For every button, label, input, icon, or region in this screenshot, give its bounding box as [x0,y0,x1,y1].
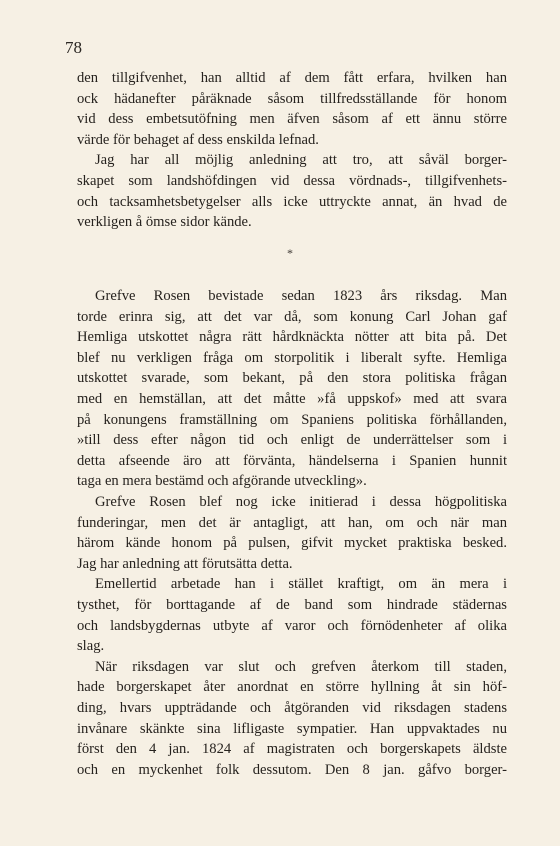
text-line: Grefve Rosen blef nog icke initierad i dessa högpolitiska [95,494,507,510]
text-line: och landsbygdernas utbyte af varor och förnödenheter af olika [77,617,507,634]
text-line: Grefve Rosen bevistade sedan 1823 års riksdag. Man [95,288,507,304]
text-line: hade borgerskapet åter anordnat en större hyllning åt sin höf- [77,679,507,696]
text-line: Jag har all möjlig anledning att tro, att såväl borger- [95,152,507,169]
page-number: 78 [65,38,82,57]
text-line: tysthet, för borttagande af de band som hindrade städernas [77,597,507,613]
text-line: den tillgifvenhet, han alltid af dem fått erfara, hvilken han [77,70,507,86]
text-line: utskottet svarade, som bekant, på den stora politiska frågan [77,370,507,387]
text-line: Hemliga utskottet några rätt hårdknäckta nötter att bita på. Det [77,329,507,346]
text-line: och tacksamhetsbetygelser alls icke uttryckte annat, än hvad de [77,193,507,210]
text-line: ock hädanefter påräknade såsom tillfredsställande för honom [77,90,507,107]
text-line: verkligen å ömse sidor kände. [77,214,252,231]
text-line: på konungens framställning om Spaniens politiska förhållanden, [77,411,507,428]
text-line: detta afseende äro att förvänta, händelserna i Spanien hunnit [77,452,507,469]
text-line: torde erinra sig, att det var då, som konung Carl Johan gaf [77,308,507,325]
text-line: med en hemställan, att det måtte »få uppskof» med att svara [77,391,507,407]
text-line: och en myckenhet folk dessutom. Den 8 jan. gåfvo borger- [77,761,507,778]
text-line: »till dess efter någon tid och enligt de underrättelser som i [77,432,507,449]
text-line: värde för behaget af dess enskilda lefnad. [77,131,319,148]
text-line: slag. [77,638,105,655]
text-line: ding, hvars uppträdande och åtgöranden vid riksdagen stadens [77,700,507,716]
text-line: härom kände honom på pulsen, gifvit mycket praktiska besked. [77,535,507,552]
text-line: först den 4 jan. 1824 af magistraten och borgerskapets äldste [77,741,507,758]
text-line: vid dess embetsutöfning men äfven såsom af ett ännu större [77,111,507,128]
text-line: invånare skänkte sina lifligaste sympatier. Han uppvaktades nu [77,720,507,737]
text-line: Jag har anledning att förutsätta detta. [77,555,293,572]
text-line: skapet som landshöfdingen vid dessa vördnads-, tillgifvenhets- [77,173,507,189]
text-line: taga en mera bestämd och afgörande utveckling». [77,473,367,490]
text-line: blef nu verkligen fråga om storpolitik i liberalt syfte. Hemliga [77,349,507,366]
text-line: Emellertid arbetade han i stället kraftigt, om än mera i [95,576,507,593]
text-line: funderingar, men det är antagligt, att han, om och när man [77,514,507,531]
text-line: När riksdagen var slut och grefven återkom till staden, [95,658,507,675]
section-separator: * [287,246,293,260]
